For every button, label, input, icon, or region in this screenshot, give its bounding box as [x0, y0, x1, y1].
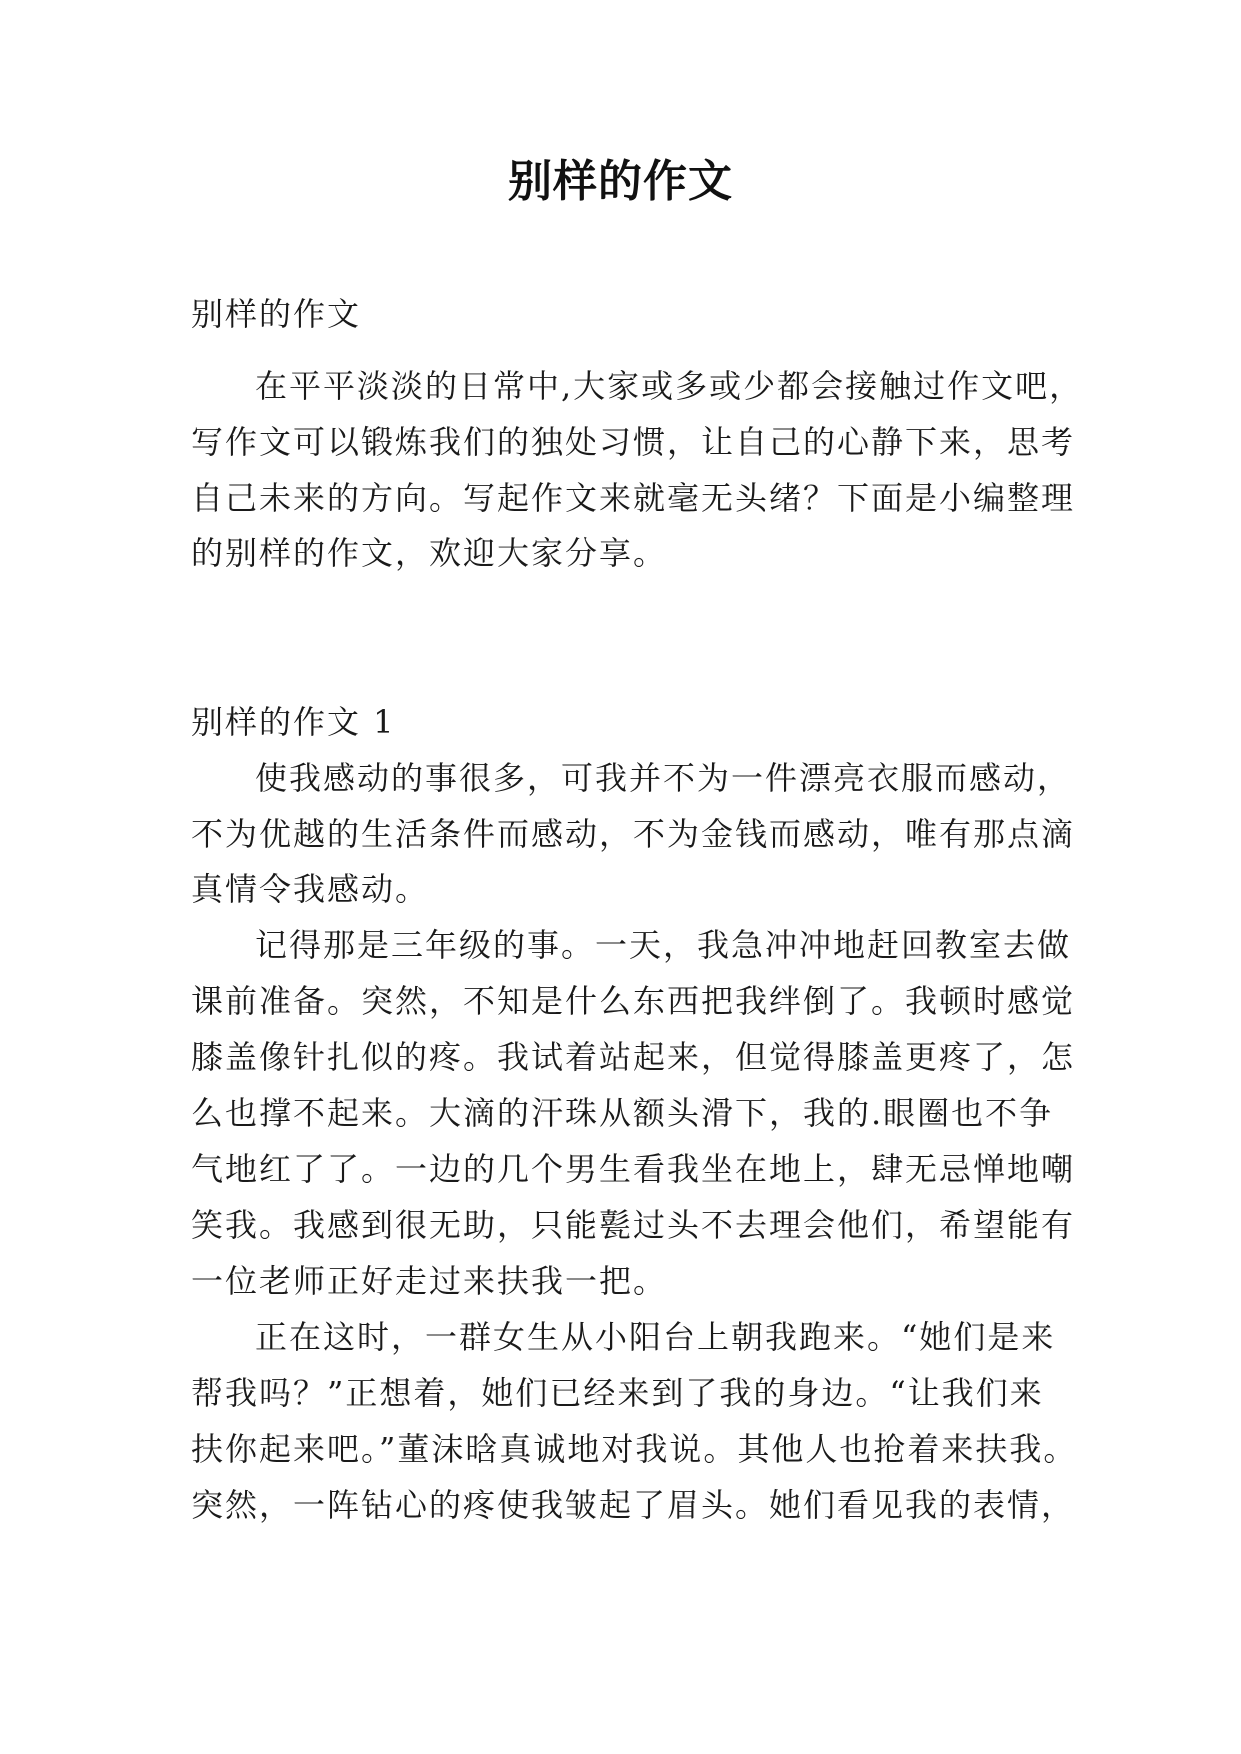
- document-subtitle: 别样的作文: [191, 295, 362, 333]
- paragraph2-line-4: 么也撑不起来。大滴的汗珠从额头滑下，我的.眼圈也不争: [191, 1094, 1054, 1132]
- intro-line-3: 自己未来的方向。写起作文来就毫无头绪？下面是小编整理: [191, 479, 1076, 517]
- intro-line-4: 的别样的作文，欢迎大家分享。: [191, 534, 668, 572]
- document-title: 别样的作文: [508, 156, 733, 207]
- paragraph2-line-3: 膝盖像针扎似的疼。我试着站起来，但觉得膝盖更疼了，怎: [191, 1038, 1076, 1076]
- paragraph3-line-4: 突然，一阵钻心的疼使我皱起了眉头。她们看见我的表情，: [191, 1486, 1076, 1524]
- paragraph1-line-3: 真情令我感动。: [191, 870, 430, 908]
- intro-line-1: 在平平淡淡的日常中,大家或多或少都会接触过作文吧，: [255, 367, 1084, 405]
- paragraph3-line-1: 正在这时，一群女生从小阳台上朝我跑来。“她们是来: [255, 1318, 1056, 1356]
- paragraph1-line-2: 不为优越的生活条件而感动，不为金钱而感动，唯有那点滴: [191, 815, 1076, 853]
- paragraph1-line-1: 使我感动的事很多，可我并不为一件漂亮衣服而感动，: [255, 759, 1072, 797]
- paragraph3-line-3: 扶你起来吧。”董沫晗真诚地对我说。其他人也抢着来扶我。: [191, 1430, 1078, 1468]
- paragraph2-line-1: 记得那是三年级的事。一天，我急冲冲地赶回教室去做: [255, 926, 1072, 964]
- paragraph2-line-6: 笑我。我感到很无助，只能甏过头不去理会他们，希望能有: [191, 1206, 1076, 1244]
- intro-line-2: 写作文可以锻炼我们的独处习惯，让自己的心静下来，思考: [191, 423, 1076, 461]
- paragraph2-line-2: 课前准备。突然，不知是什么东西把我绊倒了。我顿时感觉: [191, 982, 1076, 1020]
- section-heading: 别样的作文 1: [191, 703, 396, 741]
- paragraph3-line-2: 帮我吗？”正想着，她们已经来到了我的身边。“让我们来: [191, 1374, 1044, 1412]
- paragraph2-line-5: 气地红了了。一边的几个男生看我坐在地上，肆无忌惮地嘲: [191, 1150, 1076, 1188]
- paragraph2-line-7: 一位老师正好走过来扶我一把。: [191, 1262, 668, 1300]
